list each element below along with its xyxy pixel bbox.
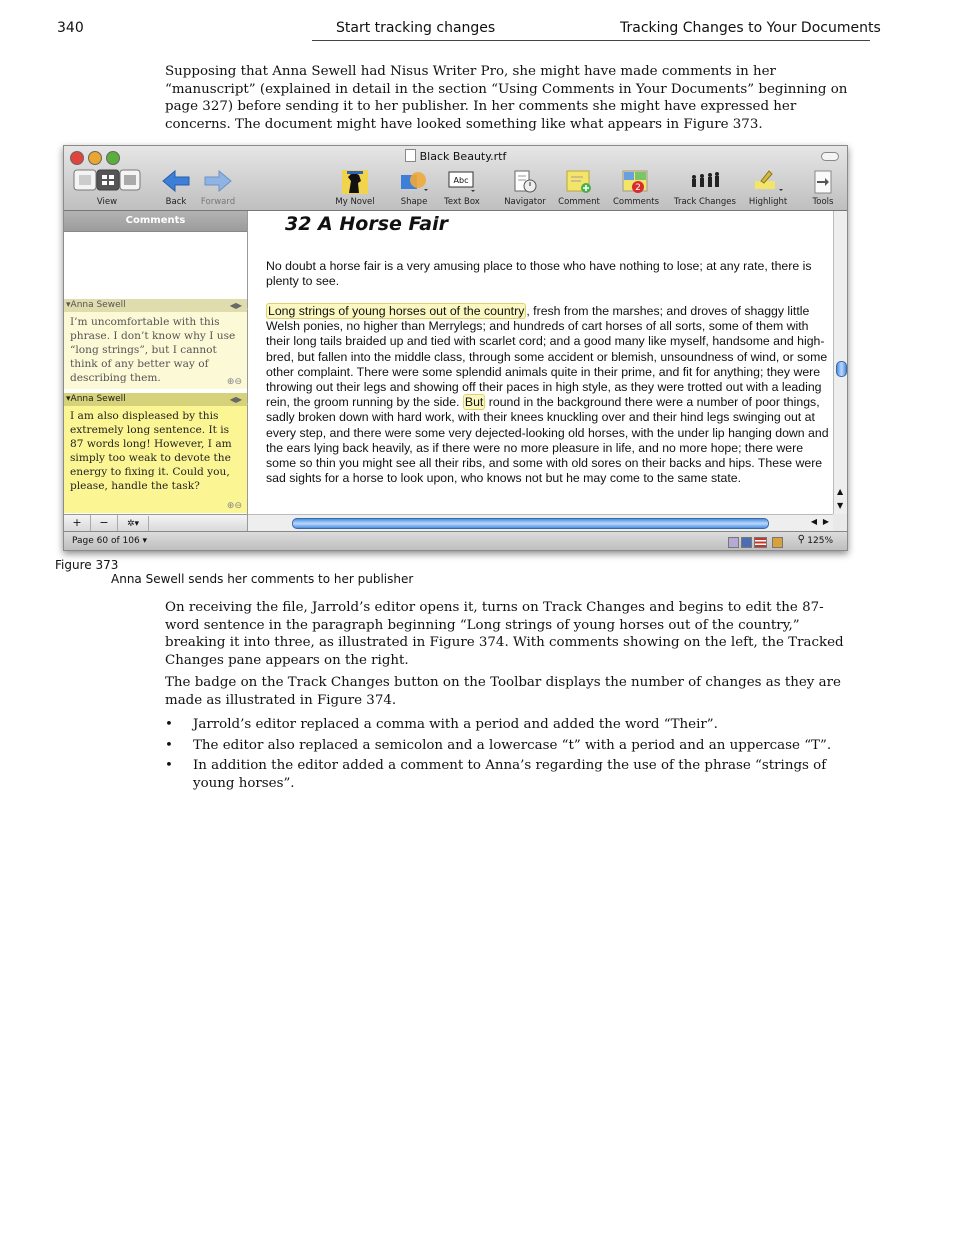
scroll-down-arrow-icon[interactable]: ▼ — [837, 501, 844, 510]
comment-icon — [565, 169, 593, 195]
window-title-text: Black Beauty.rtf — [419, 150, 507, 163]
comment-nav-arrows-icon[interactable]: ◀▶ — [229, 395, 242, 404]
comments-pane-footer — [64, 514, 248, 531]
header-rule — [312, 40, 870, 41]
comments-pane — [64, 211, 248, 514]
toolbar-label: Tools — [812, 197, 834, 207]
comment-author: Anna Sewell — [70, 394, 126, 404]
comment-nav-arrows-icon[interactable]: ◀▶ — [229, 301, 242, 310]
language-flag-icon[interactable] — [754, 537, 767, 548]
page-view-icon[interactable] — [741, 537, 752, 548]
toolbar-shape[interactable] — [398, 166, 430, 210]
paragraph-text: round in the background there were a number of poor things, sadly broken down with hard work, with their knees knuckling over and their hind legs swinging out at every step, and there were some very dejected-looking old horses, with the under lip hanging down and the ears lying back heavily, as if there were no more pleasure in life, and no more hope; there were some so thin you might see all their ribs, and some with old sores on their backs and hips. These were sad sights for a horse to look upon, who knows not but he may come to the same state. — [266, 395, 829, 486]
toolbar-highlight[interactable] — [750, 166, 786, 210]
comments-badge: 2 — [635, 183, 641, 193]
toolbar-label: Comments — [612, 197, 660, 207]
magnifier-icon[interactable]: ⚲ — [797, 534, 805, 545]
horse-icon — [341, 169, 369, 195]
add-comment-button[interactable]: + — [64, 515, 91, 531]
lock-icon[interactable] — [772, 537, 783, 548]
vertical-scroll-thumb[interactable] — [836, 361, 847, 377]
toolbar-comments[interactable] — [612, 166, 660, 210]
disclosure-triangle-icon[interactable]: ▾ — [66, 394, 71, 404]
comment-body[interactable]: I’m uncomfortable with this phrase. I don’t know why I use “long strings”, but I cannot think of any better way of describing them. — [64, 312, 247, 389]
document-area[interactable] — [248, 211, 833, 514]
toolbar-forward[interactable] — [202, 166, 234, 210]
document-paragraph-1[interactable]: No doubt a horse fair is a very amusing place to those who have nothing to lose; at any rate, there is plenty to see. — [266, 259, 812, 289]
toolbar-label: Track Changes — [674, 197, 736, 207]
highlight-icon — [753, 169, 783, 193]
view-mode-icon[interactable] — [728, 537, 739, 548]
add-remove-reply-icon[interactable]: ⊕⊖ — [226, 377, 242, 387]
document-heading[interactable]: 32 A Horse Fair — [285, 213, 449, 235]
back-arrow-icon — [161, 169, 191, 193]
toolbar-label: Highlight — [748, 197, 788, 207]
bullet-symbol: • — [165, 758, 173, 773]
horizontal-scroll-thumb[interactable] — [292, 518, 769, 529]
disclosure-triangle-icon[interactable]: ▾ — [66, 300, 71, 310]
comments-pane-title: Comments — [64, 211, 247, 232]
bullet-text: The editor also replaced a semicolon and a lowercase “t” with a period and an uppercase “T”. — [193, 738, 832, 753]
toolbar-navigator[interactable] — [504, 166, 546, 210]
scroll-left-arrow-icon[interactable]: ◀ — [810, 517, 817, 526]
toolbar-comment[interactable] — [558, 166, 600, 210]
toolbar-text-box[interactable] — [444, 166, 480, 210]
toolbar-label: My Novel — [335, 197, 375, 207]
toolbar-label: Navigator — [504, 197, 546, 207]
figure-caption: Anna Sewell sends her comments to her publisher — [111, 572, 414, 586]
toolbar-label: Text Box — [444, 197, 480, 207]
body-paragraph-1: On receiving the file, Jarrold’s editor opens it, turns on Track Changes and begins to edit the 87-word sentence in the paragraph beginning “Long strings of young horses out of the country,” breaking it into three, as illustrated in Figure 374. With comments showing on the left, the Tracked Changes pane appears on the right. — [165, 600, 844, 668]
toolbar-view[interactable] — [72, 166, 142, 210]
comment-1[interactable] — [64, 299, 247, 389]
figure-label: Figure 373 — [55, 558, 119, 572]
toolbar-label: View — [96, 197, 118, 207]
vertical-scrollbar[interactable] — [833, 211, 848, 514]
toolbar-tools[interactable] — [810, 166, 836, 210]
text-box-icon — [447, 169, 477, 193]
status-bar — [64, 531, 847, 551]
paragraph-text: , fresh from the marshes; and droves of shaggy little Welsh ponies, no higher than Merrylegs; and hundreds of cart horses of all sorts, some of them with their long tails braided up and tied with scarlet cord; and a good many like myself, handsome and high-bred, but fallen into the middle class, through some accident or blemish, unsoundness of wind, or some other complaint. There were some splendid animals quite in their prime, and fit for anything; they were throwing out their legs and showing off their paces in high style, as they were trotted out with a leading rein, the groom running by the side. — [266, 304, 828, 410]
tools-icon — [811, 169, 835, 195]
comment-header — [64, 393, 247, 406]
navigator-icon — [511, 169, 539, 195]
section-title: Start tracking changes — [336, 20, 496, 36]
page-number: 340 — [57, 20, 84, 36]
horizontal-scrollbar[interactable] — [248, 514, 833, 531]
forward-arrow-icon — [203, 169, 233, 193]
comment-body[interactable]: I am also displeased by this extremely long sentence. It is 87 words long! However, I am simply too weak to devote the energy to fixing it. Could you, please, handle the task? — [64, 406, 247, 513]
highlighted-comment-anchor[interactable]: But — [464, 395, 484, 410]
intro-paragraph: Supposing that Anna Sewell had Nisus Writer Pro, she might have made comments in her “manuscript” (explained in detail in the section “Using Comments in Your Documents” beginning on page 327) before sending it to her publisher. In her comments she might have expressed her concerns. The document might have looked something like what appears in Figure 373. — [165, 64, 848, 132]
toolbar-my-novel[interactable] — [335, 166, 375, 210]
comment-header — [64, 299, 247, 312]
bullet-text: In addition the editor added a comment to Anna’s regarding the use of the phrase “strings of young horses”. — [193, 758, 827, 791]
toolbar-label: Forward — [200, 197, 236, 207]
scroll-right-arrow-icon[interactable]: ▶ — [822, 517, 829, 526]
toolbar-label: Back — [165, 197, 187, 207]
title-toolbar — [64, 146, 847, 211]
window-title — [64, 149, 847, 163]
comment-author: Anna Sewell — [70, 300, 126, 310]
page-indicator[interactable]: Page 60 of 106 ▾ — [72, 536, 148, 546]
track-changes-icon — [689, 169, 721, 193]
comments-icon — [621, 169, 651, 195]
document-icon — [405, 149, 416, 162]
bullet-symbol: • — [165, 738, 173, 753]
app-window — [63, 145, 848, 551]
bullet-text: Jarrold’s editor replaced a comma with a period and added the word “Their”. — [193, 717, 718, 732]
comment-options-button[interactable]: ✲▾ — [118, 516, 149, 532]
view-icon — [73, 169, 141, 191]
bullet-symbol: • — [165, 717, 173, 732]
scroll-up-arrow-icon[interactable]: ▲ — [837, 487, 844, 496]
shape-icon — [399, 169, 429, 193]
highlighted-comment-anchor[interactable]: Long strings of young horses out of the country — [268, 304, 525, 318]
add-remove-reply-icon[interactable]: ⊕⊖ — [226, 501, 242, 511]
chapter-title: Tracking Changes to Your Documents — [620, 20, 881, 36]
toolbar-toggle-button[interactable] — [821, 152, 839, 161]
toolbar-label: Shape — [400, 197, 428, 207]
zoom-level[interactable]: 125% — [807, 536, 833, 546]
text-box-icon-text: Abc — [453, 176, 469, 185]
toolbar-track-changes[interactable] — [674, 166, 736, 210]
remove-comment-button[interactable]: − — [91, 515, 118, 531]
comment-2[interactable] — [64, 393, 247, 513]
toolbar-back[interactable] — [160, 166, 192, 210]
toolbar-label: Comment — [558, 197, 600, 207]
body-paragraph-2: The badge on the Track Changes button on the Toolbar displays the number of changes as they are made as illustrated in Figure 374. — [165, 675, 841, 708]
document-paragraph-2[interactable] — [266, 304, 832, 486]
